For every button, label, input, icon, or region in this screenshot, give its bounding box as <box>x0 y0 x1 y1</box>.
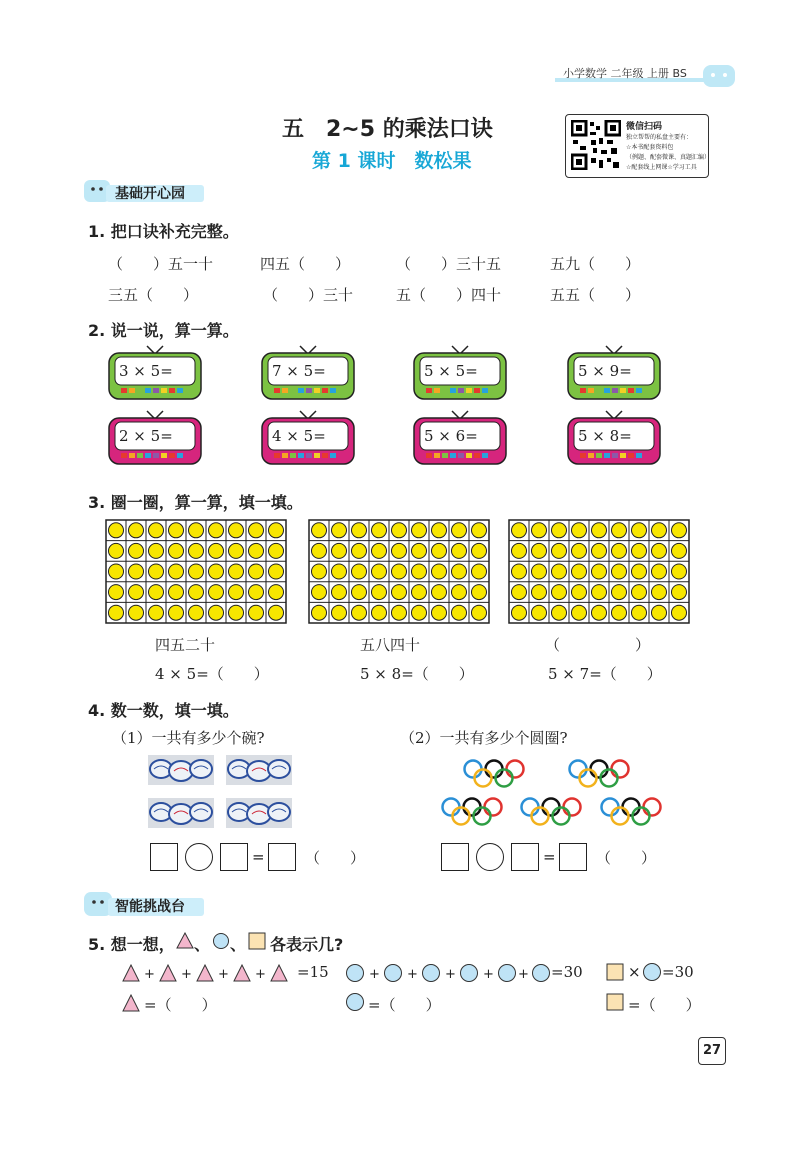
grid-dot <box>229 564 244 579</box>
grid-dot <box>632 564 647 579</box>
grid-dot <box>149 523 164 538</box>
grid-dot <box>412 523 427 538</box>
grid-dot <box>472 585 487 600</box>
answer-paren: （ ） <box>305 849 366 867</box>
answer-box[interactable] <box>441 843 469 871</box>
q4-heading: 4. 数一数，填一填。 <box>88 701 239 720</box>
grid-dot <box>672 523 687 538</box>
grid-dot <box>129 585 144 600</box>
grid-dot <box>352 543 367 558</box>
grid-dot <box>189 605 204 620</box>
grid-dot <box>189 564 204 579</box>
grid-label: 五八四十 <box>360 636 421 654</box>
grid-dot <box>149 605 164 620</box>
grid-dot <box>512 564 527 579</box>
grid-dot <box>169 543 184 558</box>
q3-heading: 3. 圈一圈，算一算，填一填。 <box>88 493 303 512</box>
tv-equation: 5 × 6= <box>424 427 478 445</box>
grid-dot <box>169 523 184 538</box>
grid-dot <box>532 605 547 620</box>
grid-dot <box>372 585 387 600</box>
grid-dot <box>392 564 407 579</box>
answer-box[interactable] <box>511 843 539 871</box>
grid-dot <box>392 585 407 600</box>
grid-label: （ ） <box>545 636 651 654</box>
grid-dot <box>592 585 607 600</box>
svg-text:+: + <box>369 967 380 982</box>
grid-dot <box>632 543 647 558</box>
grid-dot <box>572 543 587 558</box>
grid-dot <box>332 523 347 538</box>
grid-dot <box>672 585 687 600</box>
q5-sep-2: 、 <box>230 935 247 954</box>
grid-dot <box>672 564 687 579</box>
grid-dot <box>109 543 124 558</box>
grid-dot <box>332 605 347 620</box>
qr-line-2: ☆本书配套资料包 <box>626 144 674 151</box>
circle-icon <box>642 962 662 982</box>
grid-dot <box>572 564 587 579</box>
dot-grid <box>105 519 287 624</box>
grid-dot <box>412 564 427 579</box>
grid-dot <box>149 564 164 579</box>
grid-dot <box>269 585 284 600</box>
svg-text:+: + <box>144 967 155 982</box>
grid-dot <box>392 543 407 558</box>
grid-dot <box>352 605 367 620</box>
grid-dot <box>612 543 627 558</box>
grid-dot <box>109 523 124 538</box>
circle-sum <box>345 962 550 988</box>
grid-dot <box>432 605 447 620</box>
svg-text:+: + <box>407 967 418 982</box>
square-icon <box>606 993 624 1011</box>
grid-dot <box>512 523 527 538</box>
grid-dot <box>372 543 387 558</box>
qr-code-icon <box>571 120 621 170</box>
bowls-illustration <box>148 755 298 835</box>
grid-dot <box>672 543 687 558</box>
grid-dot <box>632 605 647 620</box>
page-subtitle: 第 1 课时 数松果 <box>312 150 472 172</box>
tv-equation: 5 × 9= <box>578 362 632 380</box>
grid-dot <box>632 585 647 600</box>
grid-dot <box>332 585 347 600</box>
grid-dot <box>189 543 204 558</box>
triangle-sum-result: =15 <box>297 963 329 981</box>
grid-dot <box>312 564 327 579</box>
qr-line-3: （例题、配套微课、真题汇编） <box>626 154 711 161</box>
grid-dot <box>412 605 427 620</box>
grid-dot <box>269 523 284 538</box>
grid-dot <box>352 523 367 538</box>
grid-dot <box>452 605 467 620</box>
grid-dot <box>229 605 244 620</box>
answer-box[interactable] <box>150 843 178 871</box>
grid-dot <box>472 605 487 620</box>
grid-dot <box>512 543 527 558</box>
grid-dot <box>452 564 467 579</box>
grid-dot <box>229 585 244 600</box>
triangle-answer[interactable]: =（ ） <box>144 996 217 1014</box>
answer-box[interactable] <box>268 843 296 871</box>
grid-dot <box>169 564 184 579</box>
q5-heading-suffix: 各表示几? <box>270 935 344 954</box>
answer-paren: （ ） <box>596 849 657 867</box>
grid-dot <box>392 605 407 620</box>
qr-line-4: ☆配套线上网课☆学习工具 <box>626 164 697 171</box>
grid-dot <box>532 523 547 538</box>
grid-dot <box>269 564 284 579</box>
grid-dot <box>592 523 607 538</box>
grid-equation: 5 × 8=（ ） <box>360 665 474 683</box>
grid-dot <box>372 564 387 579</box>
grid-dot <box>149 585 164 600</box>
grid-dot <box>129 605 144 620</box>
grid-dot <box>249 585 264 600</box>
grid-dot <box>552 585 567 600</box>
circle-sum-result: =30 <box>551 963 583 981</box>
grid-dot <box>129 523 144 538</box>
times-sign: × <box>628 963 641 981</box>
page-number: 27 <box>698 1037 726 1065</box>
product-result: =30 <box>662 963 694 981</box>
grid-equation: 5 × 7=（ ） <box>548 665 662 683</box>
grid-dot <box>269 543 284 558</box>
grid-dot <box>572 585 587 600</box>
grid-dot <box>312 585 327 600</box>
grid-dot <box>592 564 607 579</box>
grid-dot <box>612 564 627 579</box>
q1-item: 五（ ）四十 <box>396 286 502 304</box>
grid-dot <box>592 605 607 620</box>
grid-dot <box>249 605 264 620</box>
section-label-challenge: 智能挑战台 <box>115 899 185 915</box>
triangle-icon <box>176 932 194 950</box>
grid-dot <box>452 585 467 600</box>
answer-box[interactable] <box>220 843 248 871</box>
circle-answer[interactable]: =（ ） <box>368 996 441 1014</box>
grid-dot <box>209 543 224 558</box>
tv-equation: 2 × 5= <box>119 427 173 445</box>
grid-dot <box>512 605 527 620</box>
q1-item: （ ）五一十 <box>108 255 214 273</box>
q1-item: 五五（ ） <box>550 286 641 304</box>
grid-dot <box>189 585 204 600</box>
grid-dot <box>512 585 527 600</box>
grid-dot <box>472 523 487 538</box>
grid-dot <box>432 585 447 600</box>
grid-dot <box>412 585 427 600</box>
svg-text:+: + <box>518 967 529 982</box>
grid-dot <box>652 543 667 558</box>
grid-dot <box>552 605 567 620</box>
olympic-rings-illustration <box>438 757 678 832</box>
q1-item: （ ）三十 <box>263 286 354 304</box>
q1-item: 五九（ ） <box>550 255 641 273</box>
circle-icon <box>345 992 365 1012</box>
grid-dot <box>632 523 647 538</box>
grid-dot <box>229 523 244 538</box>
grid-dot <box>312 543 327 558</box>
svg-text:+: + <box>483 967 494 982</box>
equals-sign: = <box>543 848 556 866</box>
equals-sign: = <box>252 848 265 866</box>
grid-dot <box>209 564 224 579</box>
grid-dot <box>209 605 224 620</box>
grid-dot <box>189 523 204 538</box>
grid-dot <box>109 564 124 579</box>
grid-dot <box>572 605 587 620</box>
grid-dot <box>149 543 164 558</box>
svg-text:+: + <box>255 967 266 982</box>
grid-dot <box>109 605 124 620</box>
q1-item: 四五（ ） <box>260 255 351 273</box>
grid-dot <box>209 585 224 600</box>
grid-dot <box>432 564 447 579</box>
tv-equation: 5 × 5= <box>424 362 478 380</box>
qr-line-1: 独立帮帮的私盘主要有： <box>626 134 693 141</box>
answer-circle[interactable] <box>476 843 504 871</box>
answer-circle[interactable] <box>185 843 213 871</box>
triangle-sum <box>122 963 297 987</box>
grid-dot <box>372 523 387 538</box>
q2-heading: 2. 说一说，算一算。 <box>88 321 239 340</box>
grid-dot <box>432 523 447 538</box>
grid-dot <box>109 585 124 600</box>
q5-heading-prefix: 5. 想一想， <box>88 935 175 954</box>
grid-dot <box>229 543 244 558</box>
grid-dot <box>332 543 347 558</box>
svg-text:+: + <box>181 967 192 982</box>
grid-equation: 4 × 5=（ ） <box>155 665 269 683</box>
q5-sep-1: 、 <box>194 935 211 954</box>
grid-dot <box>352 564 367 579</box>
grid-dot <box>532 543 547 558</box>
grid-dot <box>332 564 347 579</box>
qr-title: 微信扫码 <box>626 122 663 132</box>
grid-dot <box>612 605 627 620</box>
grid-dot <box>672 605 687 620</box>
grid-dot <box>249 523 264 538</box>
grid-dot <box>312 523 327 538</box>
circle-icon <box>212 932 230 950</box>
header-text: 小学数学 二年级 上册 BS <box>563 67 687 80</box>
grid-dot <box>209 523 224 538</box>
grid-dot <box>592 543 607 558</box>
grid-dot <box>129 543 144 558</box>
grid-dot <box>249 543 264 558</box>
grid-dot <box>169 605 184 620</box>
grid-dot <box>552 564 567 579</box>
q1-item: 三五（ ） <box>108 286 199 304</box>
grid-dot <box>472 543 487 558</box>
grid-dot <box>652 564 667 579</box>
square-icon <box>606 963 624 981</box>
page-title: 五 2~5 的乘法口诀 <box>282 117 493 142</box>
grid-dot <box>392 523 407 538</box>
grid-dot <box>472 564 487 579</box>
grid-dot <box>372 605 387 620</box>
svg-text:+: + <box>445 967 456 982</box>
q4-sub-1: （1）一共有多少个碗? <box>112 729 265 747</box>
dot-grid <box>508 519 690 624</box>
grid-dot <box>552 523 567 538</box>
dot-grid <box>308 519 490 624</box>
grid-dot <box>129 564 144 579</box>
grid-dot <box>552 543 567 558</box>
tv-equation: 5 × 8= <box>578 427 632 445</box>
grid-dot <box>352 585 367 600</box>
q1-heading: 1. 把口诀补充完整。 <box>88 222 239 241</box>
grid-dot <box>269 605 284 620</box>
grid-dot <box>612 523 627 538</box>
answer-box[interactable] <box>559 843 587 871</box>
grid-dot <box>452 543 467 558</box>
grid-dot <box>652 585 667 600</box>
q4-sub-2: （2）一共有多少个圆圈? <box>400 729 568 747</box>
grid-dot <box>612 585 627 600</box>
grid-dot <box>652 605 667 620</box>
svg-text:+: + <box>218 967 229 982</box>
grid-dot <box>412 543 427 558</box>
grid-dot <box>312 605 327 620</box>
grid-dot <box>652 523 667 538</box>
section-label-basic: 基础开心园 <box>115 186 185 202</box>
grid-dot <box>432 543 447 558</box>
tv-equation: 7 × 5= <box>272 362 326 380</box>
tv-equation: 4 × 5= <box>272 427 326 445</box>
q1-item: （ ）三十五 <box>396 255 502 273</box>
grid-label: 四五二十 <box>155 636 216 654</box>
grid-dot <box>572 523 587 538</box>
triangle-icon <box>122 993 142 1013</box>
grid-dot <box>532 585 547 600</box>
square-answer[interactable]: =（ ） <box>628 996 701 1014</box>
qr-panel <box>565 114 709 178</box>
tv-equation: 3 × 5= <box>119 362 173 380</box>
grid-dot <box>532 564 547 579</box>
square-icon <box>248 932 266 950</box>
grid-dot <box>452 523 467 538</box>
grid-dot <box>169 585 184 600</box>
grid-dot <box>249 564 264 579</box>
